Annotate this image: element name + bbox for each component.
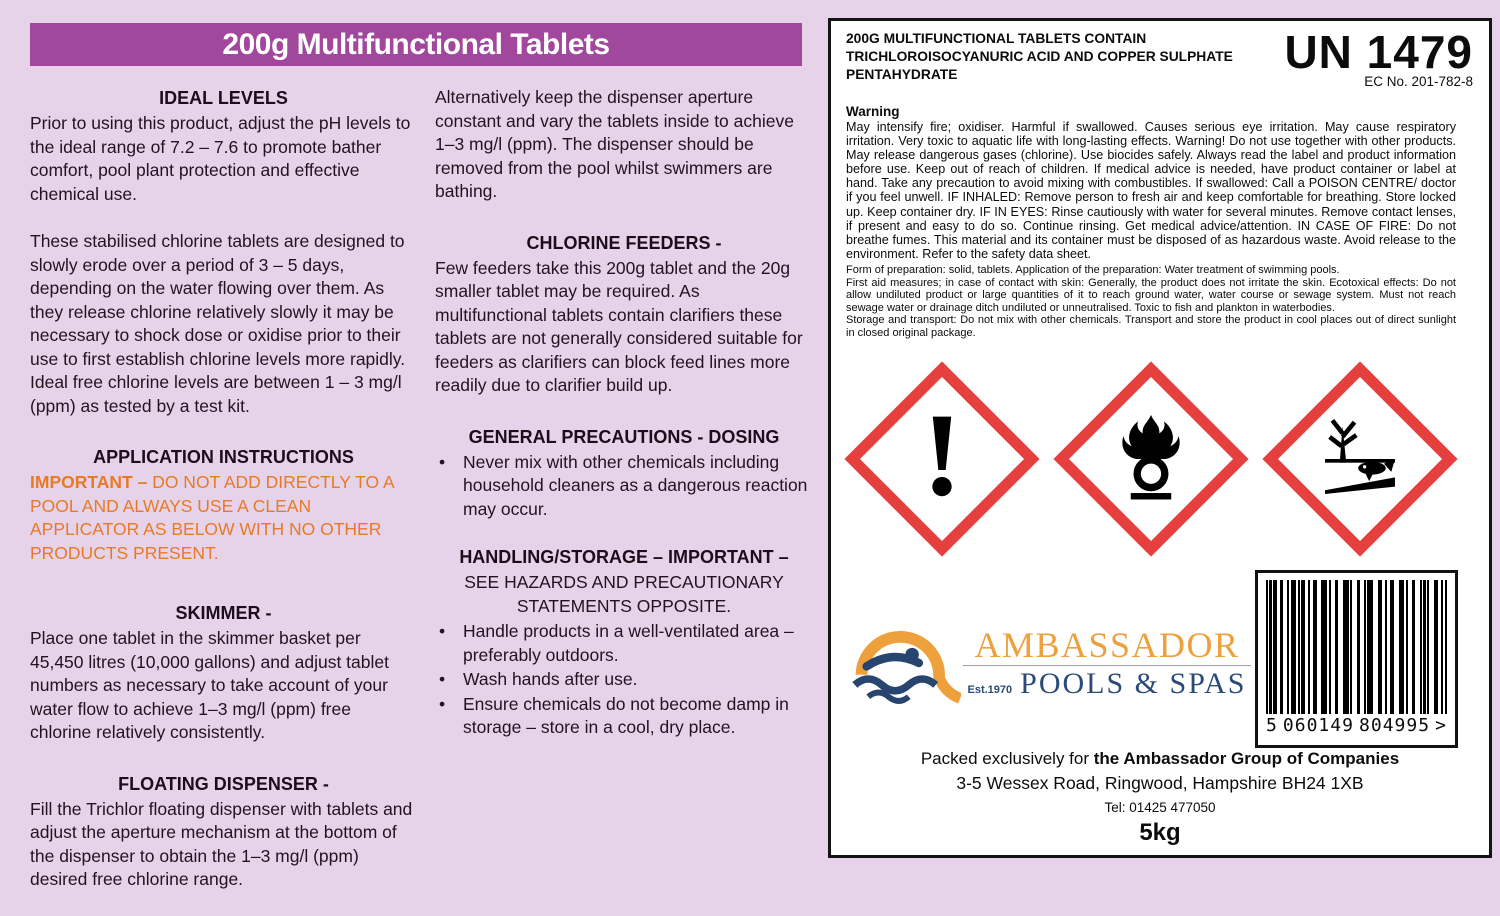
distributor-address: 3-5 Wessex Road, Ringwood, Hampshire BH24 1XB: [956, 773, 1364, 793]
oxidiser-flame-over-circle-icon: [1053, 361, 1248, 556]
list-item: [435, 693, 813, 740]
distributor-footer: [831, 747, 1489, 848]
hazard-statements-text: May intensify fire; oxidiser. Harmful if swallowed. Causes serious eye irritation. May cause respiratory irritation. Very toxic to aquatic life with long-lasting effects. Warning! Do not use together with other products. May release dangerous gases (chlorine). Use biocides safely. Always read the label and product information before use. Keep out of reach of children. If medical advice is needed, have product container or label at hand. Take any precaution to avoid mixing with combustibles. If swallowed: Call a POISON CENTRE/ doctor if you feel unwell. IF INHALED: Remove person to fresh air and keep comfortable for breathing. Store locked up. Keep container dry. IF IN EYES: Rinse cautiously with water for several minutes. Remove contact lenses, if present and easy to do so. Continue rinsing. Get medical advice/attention. IN CASE OF FIRE: Do not breathe fumes. This material and its container must be disposed of as hazardous waste. Avoid release to the environment. Refer to the safety data sheet.: [846, 120, 1456, 261]
logo-divider: [963, 665, 1251, 666]
barcode-lead-digit: 5: [1266, 715, 1278, 736]
instructions-column-left: [30, 86, 417, 916]
ghs-pictogram: [842, 359, 1042, 559]
barcode-group: 804995: [1359, 715, 1431, 736]
chlorine-feeders-paragraph: Few feeders take this 200g tablet and the 20g smaller tablet may be required. As multifunctional tablets contain clarifiers these tablets are not generally considered suitable for feeders as clarifiers can block feed lines more readily due to clarifier build up.: [435, 257, 803, 395]
bullet-text: • Handle products in a well-ventilated area – preferably outdoors.: [463, 621, 794, 665]
environment-hazard-icon: [1262, 361, 1457, 556]
logo-wordmark: [961, 626, 1251, 701]
ghs-pictogram: [1260, 359, 1460, 559]
ideal-levels-paragraph-1: Prior to using this product, adjust the pH levels to the ideal range of 7.2 – 7.6 to promote bather comfort, pool plant protection and effective chemical use.: [30, 113, 411, 204]
important-label: IMPORTANT –: [30, 472, 148, 492]
small-print-line: Storage and transport: Do not mix with other chemicals. Transport and store the product in cool places out of direct sunlight in closed original package.: [846, 314, 1456, 339]
warning-label: Warning: [846, 104, 900, 119]
un-number-block: [1284, 26, 1475, 104]
small-print-block: [846, 264, 1456, 340]
ean-barcode: [1255, 570, 1458, 748]
important-warning-text: [30, 471, 417, 565]
ghs-pictogram: [1051, 359, 1251, 559]
instructions-column-middle: [435, 86, 813, 764]
floating-dispenser-paragraph: Fill the Trichlor floating dispenser with tablets and adjust the aperture mechanism at the bottom of the dispenser to obtain the 1–3 mg/l (ppm) desired free chlorine range.: [30, 798, 413, 889]
section-heading-skimmer: SKIMMER -: [175, 603, 272, 623]
logo-name: AMBASSADOR: [974, 624, 1240, 665]
section-heading-general-precautions: GENERAL PRECAUTIONS - DOSING: [468, 426, 780, 447]
bullet-text: • Ensure chemicals do not become damp in storage – store in a cool, dry place.: [463, 693, 789, 737]
barcode-group: 060149: [1282, 715, 1354, 736]
packed-prefix: Packed exclusively for: [920, 749, 1094, 768]
barcode-tail: >: [1435, 715, 1447, 736]
logo-established: Est.1970: [967, 683, 1013, 696]
skimmer-paragraph: Place one tablet in the skimmer basket per 45,450 litres (10,000 gallons) and adjust tablet numbers as necessary to take account of your water flow to achieve 1–3 mg/l (ppm) free chlorine relatively consistently.: [30, 628, 389, 742]
ghs-pictogram-row: [842, 359, 1460, 559]
ideal-levels-paragraph-2: These stabilised chlorine tablets are designed to slowly erode over a period of 3 – 5 days, depending on the water flowing over them. As they release chlorine relatively slowly it may be necessary to shock dose or oxidise prior to their use to first establish chlorine levels more rapidly. Ideal free chlorine levels are between 1 – 3 mg/l (ppm) as tested by a test kit.: [30, 231, 406, 416]
small-print-line: First aid measures; in case of contact with skin: Generally, the product does not irritate the skin. Ecotoxical effects: Do not allow undiluted product or large quantities of it to reach ground water, water course or sewage system. Must not reach sewage water or drainage ditch undiluted or unneutralised. Toxic to fish and plankton in waterbodies.: [846, 276, 1456, 314]
bullet-text: • Wash hands after use.: [463, 669, 638, 689]
ec-number: EC No. 201-782-8: [1364, 74, 1473, 89]
panel-header: [846, 26, 1475, 104]
section-heading-ideal-levels: IDEAL LEVELS: [159, 88, 288, 108]
small-print-line: Form of preparation: solid, tablets. Application of the preparation: Water treatment of swimming pools.: [846, 263, 1340, 276]
swimmer-logo-icon: [843, 607, 961, 719]
contents-declaration: 200G MULTIFUNCTIONAL TABLETS CONTAIN TRICHLOROISOCYANURIC ACID AND COPPER SULPHATE PENTAHYDRATE: [846, 31, 1233, 82]
section-heading-application-instructions: APPLICATION INSTRUCTIONS: [93, 447, 354, 467]
handling-subheading: SEE HAZARDS AND PRECAUTIONARY STATEMENTS OPPOSITE.: [464, 572, 784, 616]
logo-subname: POOLS & SPAS: [1020, 666, 1247, 700]
bullet-text: • Never mix with other chemicals including household cleaners as a dangerous reaction may occur.: [463, 451, 808, 519]
alternative-dispenser-paragraph: Alternatively keep the dispenser aperture constant and vary the tablets inside to achieve 1–3 mg/l (ppm). The dispenser should be removed from the pool whilst swimmers are bathing.: [435, 87, 794, 201]
general-precautions-list: [435, 451, 813, 522]
packed-company: the Ambassador Group of Companies: [1093, 749, 1400, 768]
list-item: [435, 451, 813, 522]
net-weight: 5kg: [1139, 819, 1181, 846]
ambassador-logo: [843, 607, 1251, 719]
list-item: [435, 620, 813, 667]
list-item: [435, 668, 813, 692]
handling-storage-list: [435, 620, 813, 740]
product-title: 200g Multifunctional Tablets: [222, 27, 610, 61]
section-heading-handling-storage: HANDLING/STORAGE – IMPORTANT –: [459, 547, 789, 567]
section-heading-chlorine-feeders: CHLORINE FEEDERS -: [526, 232, 722, 253]
exclamation-mark-icon: [844, 361, 1039, 556]
barcode-bars: [1266, 580, 1447, 714]
packed-for-line: [831, 747, 1489, 771]
un-number: UN 1479: [1284, 26, 1473, 78]
hazard-information-panel: [828, 18, 1492, 858]
important-body: DO NOT ADD DIRECTLY TO A POOL AND ALWAYS USE A CLEAN APPLICATOR AS BELOW WITH NO OTHER PRODUCTS PRESENT.: [30, 472, 394, 563]
barcode-digits: [1266, 714, 1447, 738]
logo-bottom-row: [963, 667, 1251, 701]
section-heading-floating-dispenser: FLOATING DISPENSER -: [118, 773, 329, 794]
product-title-banner: [30, 23, 802, 66]
distributor-phone: Tel: 01425 477050: [1104, 800, 1216, 815]
